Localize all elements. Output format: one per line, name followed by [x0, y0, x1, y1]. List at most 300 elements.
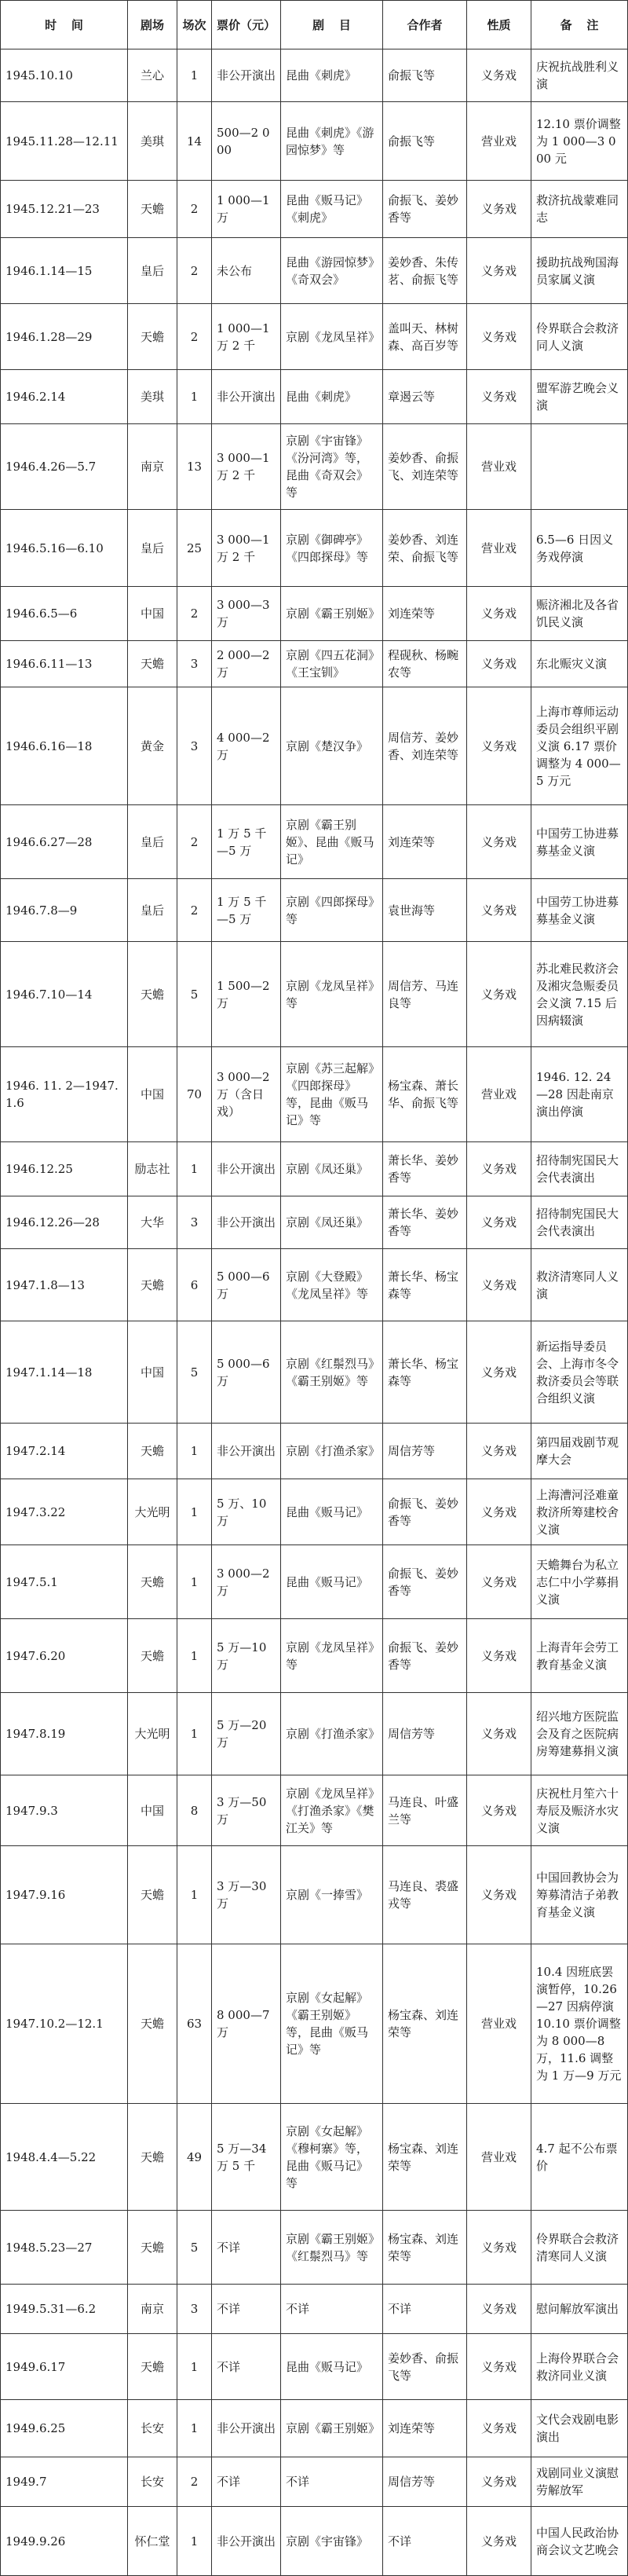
- partners-text: 周信芳等: [388, 2475, 436, 2489]
- shows-text: 49: [186, 2149, 203, 2164]
- program-text: 京剧《霸王别姬》: [286, 606, 381, 621]
- cell-type: [467, 1545, 531, 1619]
- time-text: 1946.1.14—15: [5, 263, 93, 278]
- time-text: 1947.3.22: [5, 1504, 66, 1519]
- shows-text: 3: [190, 657, 199, 671]
- partners-text: 程砚秋、杨畹农等: [388, 648, 459, 680]
- table-row: [1, 879, 628, 942]
- type-text: 义务戏: [480, 1444, 517, 1458]
- cell-shows: [177, 1047, 212, 1142]
- program-text: 昆曲《游园惊梦》《奇双会》: [286, 255, 374, 287]
- notes-text: 救济清寒同人义演: [536, 1269, 619, 1301]
- partners-text: 俞振飞、姜妙香等: [388, 1496, 459, 1528]
- cell-price: [212, 1693, 281, 1775]
- cell-venue: [128, 238, 177, 304]
- table-header-row: [1, 1, 628, 49]
- cell-shows: [177, 1321, 212, 1424]
- cell-program: [281, 1249, 383, 1321]
- shows-text: 3: [190, 738, 199, 753]
- partners-text: 杨宝森、刘连荣等: [388, 2008, 459, 2039]
- program-text: 京剧《女起解》《穆柯寨》等，昆曲《贩马记》等: [286, 2123, 369, 2190]
- time-text: 1946.7.10—14: [5, 987, 93, 1002]
- venue-text: 天蟾: [140, 2359, 164, 2374]
- cell-type: [467, 370, 531, 424]
- cell-price: [212, 2400, 281, 2457]
- shows-text: 1: [190, 2359, 199, 2374]
- notes-text: 上海漕河泾难童救济所筹建校舍义演: [536, 1487, 619, 1537]
- cell-partners: [383, 879, 467, 942]
- cell-type: [467, 2400, 531, 2457]
- cell-program: [281, 942, 383, 1047]
- cell-price: [212, 1944, 281, 2104]
- cell-type: [467, 587, 531, 641]
- cell-time: [1, 2334, 128, 2400]
- price-text: 5 万—20 万: [217, 1718, 267, 1750]
- cell-type: [467, 805, 531, 879]
- cell-price: [212, 1775, 281, 1846]
- cell-type: [467, 942, 531, 1047]
- cell-time: [1, 1424, 128, 1479]
- cell-time: [1, 1196, 128, 1249]
- cell-shows: [177, 687, 212, 805]
- cell-venue: [128, 510, 177, 587]
- cell-time: [1, 1846, 128, 1944]
- venue-text: 美琪: [140, 134, 164, 148]
- cell-time: [1, 2400, 128, 2457]
- time-text: 1947.9.3: [5, 1803, 58, 1818]
- partners-text: 俞振飞等: [388, 68, 436, 82]
- time-text: 1946.5.16—6.10: [5, 540, 104, 555]
- cell-notes: [531, 304, 628, 370]
- cell-program: [281, 2285, 383, 2334]
- cell-shows: [177, 1944, 212, 2104]
- cell-partners: [383, 1944, 467, 2104]
- cell-venue: [128, 1775, 177, 1846]
- program-text: 京剧《打渔杀家》: [286, 1444, 381, 1458]
- partners-text: 杨宝森、萧长华、俞振飞等: [388, 1079, 459, 1110]
- cell-partners: [383, 304, 467, 370]
- notes-text: 绍兴地方医院监会及育之医院病房筹建募捐义演: [536, 1709, 619, 1758]
- cell-price: [212, 587, 281, 641]
- price-text: 不详: [217, 2302, 241, 2316]
- venue-text: 中国: [140, 1365, 164, 1380]
- cell-type: [467, 2507, 531, 2576]
- price-text: 3 000—2 万（含日戏）: [217, 1070, 270, 1119]
- partners-text: 萧长华、姜妙香等: [388, 1207, 459, 1238]
- type-text: 义务戏: [480, 202, 517, 216]
- cell-notes: [531, 181, 628, 238]
- shows-text: 25: [186, 540, 203, 555]
- cell-venue: [128, 2104, 177, 2211]
- cell-time: [1, 1142, 128, 1196]
- table-row: [1, 805, 628, 879]
- header-shows: 场次: [177, 1, 212, 49]
- time-text: 1948.4.4—5.22: [5, 2149, 97, 2164]
- venue-text: 天蟾: [140, 657, 164, 671]
- cell-time: [1, 1693, 128, 1775]
- cell-notes: [531, 49, 628, 102]
- cell-partners: [383, 687, 467, 805]
- cell-partners: [383, 1047, 467, 1142]
- time-text: 1949.6.25: [5, 2421, 66, 2435]
- cell-shows: [177, 2334, 212, 2400]
- price-text: 500—2 000: [217, 125, 270, 157]
- cell-shows: [177, 1196, 212, 1249]
- price-text: 1 500—2 万: [217, 978, 270, 1010]
- cell-notes: [531, 879, 628, 942]
- partners-text: 刘连荣等: [388, 834, 436, 849]
- cell-shows: [177, 370, 212, 424]
- cell-type: [467, 1775, 531, 1846]
- cell-program: [281, 1196, 383, 1249]
- cell-partners: [383, 942, 467, 1047]
- price-text: 非公开演出: [217, 2421, 276, 2435]
- cell-partners: [383, 805, 467, 879]
- price-text: 1 万 5 千—5 万: [217, 826, 267, 858]
- cell-program: [281, 49, 383, 102]
- cell-venue: [128, 1321, 177, 1424]
- program-text: 京剧《霸王别姬》: [286, 2421, 381, 2435]
- notes-text: 苏北难民救济会及湘灾急赈委员会义演 7.15 后因病辍演: [536, 961, 619, 1028]
- partners-text: 俞振飞等: [388, 134, 436, 148]
- cell-type: [467, 1047, 531, 1142]
- cell-shows: [177, 102, 212, 181]
- header-price: 票价（元）: [212, 1, 281, 49]
- type-text: 义务戏: [480, 1574, 517, 1589]
- cell-venue: [128, 1142, 177, 1196]
- notes-text: 援助抗战殉国海员家属义演: [536, 255, 619, 287]
- table-row: [1, 687, 628, 805]
- venue-text: 皇后: [140, 540, 164, 555]
- venue-text: 天蟾: [140, 2240, 164, 2255]
- price-text: 5 000—6 万: [217, 1269, 270, 1301]
- partners-text: 姜妙香、俞振飞、刘连荣等: [388, 451, 459, 482]
- shows-text: 2: [190, 202, 199, 216]
- header-notes: 备 注: [531, 1, 628, 49]
- venue-text: 天蟾: [140, 1888, 164, 1902]
- type-text: 义务戏: [480, 2240, 517, 2255]
- shows-text: 63: [186, 2017, 203, 2031]
- time-text: 1945.10.10: [5, 68, 73, 82]
- cell-shows: [177, 1249, 212, 1321]
- type-text: 义务戏: [480, 657, 517, 671]
- partners-text: 周信芳、姜妙香、刘连荣等: [388, 730, 459, 762]
- partners-text: 萧长华、杨宝森等: [388, 1269, 459, 1301]
- cell-venue: [128, 1693, 177, 1775]
- cell-type: [467, 510, 531, 587]
- program-text: 京剧《霸王别姬》《红鬃烈马》等: [286, 2231, 374, 2263]
- cell-program: [281, 805, 383, 879]
- time-text: 1946.1.28—29: [5, 329, 93, 344]
- cell-notes: [531, 238, 628, 304]
- table-row: [1, 1619, 628, 1693]
- cell-venue: [128, 424, 177, 510]
- program-text: 京剧《龙凤呈祥》: [286, 329, 381, 344]
- venue-text: 天蟾: [140, 1648, 164, 1663]
- cell-venue: [128, 370, 177, 424]
- table-row: [1, 942, 628, 1047]
- type-text: 义务戏: [480, 834, 517, 849]
- cell-shows: [177, 641, 212, 687]
- notes-text: 伶界联合会救济同人义演: [536, 321, 619, 353]
- notes-text: 招待制宪国民大会代表演出: [536, 1153, 619, 1185]
- cell-program: [281, 641, 383, 687]
- shows-text: 2: [190, 834, 199, 849]
- cell-notes: [531, 102, 628, 181]
- time-text: 1946.2.14: [5, 390, 66, 404]
- cell-program: [281, 1321, 383, 1424]
- price-text: 非公开演出: [217, 68, 276, 82]
- cell-price: [212, 2211, 281, 2285]
- program-text: 昆曲《刺虎》: [286, 68, 357, 82]
- table-row: [1, 304, 628, 370]
- cell-price: [212, 1047, 281, 1142]
- table-row: [1, 2507, 628, 2576]
- table-row: [1, 102, 628, 181]
- cell-partners: [383, 1619, 467, 1693]
- cell-price: [212, 687, 281, 805]
- cell-partners: [383, 2507, 467, 2576]
- partners-text: 马连良、裘盛戎等: [388, 1879, 459, 1911]
- time-text: 1945.11.28—12.11: [5, 134, 119, 148]
- cell-partners: [383, 2457, 467, 2507]
- type-text: 义务戏: [480, 68, 517, 82]
- notes-text: 中国人民政治协商会议文艺晚会: [536, 2525, 619, 2557]
- type-text: 义务戏: [480, 2534, 517, 2549]
- cell-program: [281, 879, 383, 942]
- cell-shows: [177, 2457, 212, 2507]
- shows-text: 5: [190, 987, 199, 1002]
- partners-text: 杨宝森、刘连荣等: [388, 2141, 459, 2173]
- cell-notes: [531, 1775, 628, 1846]
- table-row: [1, 1321, 628, 1424]
- cell-notes: [531, 2104, 628, 2211]
- cell-notes: [531, 2507, 628, 2576]
- shows-text: 5: [190, 1365, 199, 1380]
- cell-partners: [383, 641, 467, 687]
- program-text: 京剧《霸王别姬》、昆曲《贩马记》: [286, 817, 374, 867]
- shows-text: 5: [190, 2240, 199, 2255]
- program-text: 京剧《大登殿》《龙凤呈祥》等: [286, 1269, 369, 1301]
- cell-partners: [383, 238, 467, 304]
- cell-notes: [531, 1196, 628, 1249]
- cell-time: [1, 49, 128, 102]
- table-row: [1, 238, 628, 304]
- cell-program: [281, 510, 383, 587]
- notes-text: 中国劳工协进募募基金义演: [536, 826, 619, 858]
- time-text: 1946.12.26—28: [5, 1215, 100, 1229]
- shows-text: 1: [190, 1727, 199, 1741]
- cell-venue: [128, 1424, 177, 1479]
- table-row: [1, 370, 628, 424]
- cell-price: [212, 304, 281, 370]
- price-text: 非公开演出: [217, 390, 276, 404]
- partners-text: 姜妙香、刘连荣、俞振飞等: [388, 532, 459, 564]
- type-text: 营业戏: [480, 2017, 517, 2031]
- cell-venue: [128, 102, 177, 181]
- type-text: 义务戏: [480, 1365, 517, 1380]
- cell-partners: [383, 1775, 467, 1846]
- partners-text: 马连良、叶盛兰等: [388, 1794, 459, 1827]
- price-text: 3 万—50 万: [217, 1794, 267, 1827]
- table-row: [1, 424, 628, 510]
- cell-price: [212, 238, 281, 304]
- price-text: 非公开演出: [217, 2534, 276, 2549]
- cell-shows: [177, 1775, 212, 1846]
- cell-price: [212, 805, 281, 879]
- cell-price: [212, 641, 281, 687]
- cell-price: [212, 49, 281, 102]
- cell-shows: [177, 1142, 212, 1196]
- program-text: 京剧《凤还巢》: [286, 1215, 369, 1229]
- partners-text: 俞振飞、姜妙香等: [388, 1640, 459, 1672]
- table-row: [1, 2334, 628, 2400]
- cell-price: [212, 1321, 281, 1424]
- cell-shows: [177, 805, 212, 879]
- cell-price: [212, 1479, 281, 1545]
- notes-text: 赈济湘北及各省饥民义演: [536, 598, 619, 629]
- venue-text: 美琪: [140, 390, 164, 404]
- time-text: 1948.5.23—27: [5, 2240, 93, 2255]
- type-text: 义务戏: [480, 1277, 517, 1292]
- cell-notes: [531, 942, 628, 1047]
- notes-text: 4.7 起不公布票价: [536, 2141, 618, 2173]
- cell-venue: [128, 304, 177, 370]
- cell-type: [467, 879, 531, 942]
- partners-text: 刘连荣等: [388, 2421, 436, 2435]
- shows-text: 1: [190, 1504, 199, 1519]
- type-text: 义务戏: [480, 2359, 517, 2374]
- price-text: 8 000—7 万: [217, 2008, 270, 2039]
- cell-partners: [383, 1321, 467, 1424]
- cell-time: [1, 1479, 128, 1545]
- cell-shows: [177, 2507, 212, 2576]
- cell-time: [1, 2507, 128, 2576]
- type-text: 义务戏: [480, 1162, 517, 1176]
- cell-venue: [128, 641, 177, 687]
- cell-price: [212, 1619, 281, 1693]
- venue-text: 怀仁堂: [134, 2534, 170, 2549]
- venue-text: 励志社: [134, 1162, 170, 1176]
- price-text: 3 000—3 万: [217, 598, 270, 629]
- type-text: 义务戏: [480, 263, 517, 278]
- type-text: 义务戏: [480, 1803, 517, 1818]
- program-text: 京剧《四五花洞》《王宝钏》: [286, 648, 374, 680]
- notes-text: 救济抗战蒙难同志: [536, 193, 619, 225]
- time-text: 1946.6.27—28: [5, 834, 93, 849]
- cell-venue: [128, 1944, 177, 2104]
- cell-venue: [128, 49, 177, 102]
- cell-notes: [531, 1249, 628, 1321]
- cell-partners: [383, 2400, 467, 2457]
- cell-venue: [128, 2400, 177, 2457]
- program-text: 京剧《苏三起解》《四郎探母》等，昆曲《贩马记》等: [286, 1061, 374, 1127]
- cell-time: [1, 2104, 128, 2211]
- partners-text: 章遏云等: [388, 390, 436, 404]
- cell-program: [281, 1047, 383, 1142]
- header-venue: 剧场: [128, 1, 177, 49]
- cell-program: [281, 181, 383, 238]
- type-text: 义务戏: [480, 329, 517, 344]
- cell-program: [281, 687, 383, 805]
- cell-price: [212, 1142, 281, 1196]
- table-row: [1, 1424, 628, 1479]
- cell-partners: [383, 2211, 467, 2285]
- notes-text: 新运指导委员会、上海市冬令救济委员会等联合组织义演: [536, 1339, 619, 1405]
- cell-program: [281, 1693, 383, 1775]
- cell-program: [281, 1944, 383, 2104]
- shows-text: 1: [190, 1444, 199, 1458]
- cell-notes: [531, 1047, 628, 1142]
- notes-text: 上海伶界联合会救济同业义演: [536, 2351, 619, 2383]
- partners-text: 杨宝森、刘连荣等: [388, 2231, 459, 2263]
- type-text: 义务戏: [480, 987, 517, 1002]
- cell-venue: [128, 1545, 177, 1619]
- cell-shows: [177, 1545, 212, 1619]
- time-text: 1947.5.1: [5, 1574, 58, 1589]
- cell-time: [1, 102, 128, 181]
- time-text: 1947.8.19: [5, 1727, 66, 1741]
- cell-venue: [128, 181, 177, 238]
- shows-text: 14: [186, 134, 203, 148]
- cell-price: [212, 2457, 281, 2507]
- shows-text: 13: [186, 460, 203, 474]
- table-row: [1, 1944, 628, 2104]
- program-text: 京剧《龙凤呈祥》等: [286, 978, 374, 1010]
- type-text: 义务戏: [480, 2475, 517, 2489]
- cell-program: [281, 238, 383, 304]
- type-text: 营业戏: [480, 460, 517, 474]
- cell-partners: [383, 587, 467, 641]
- type-text: 义务戏: [480, 2302, 517, 2316]
- cell-time: [1, 879, 128, 942]
- program-text: 昆曲《贩马记》: [286, 1504, 369, 1519]
- price-text: 非公开演出: [217, 1162, 276, 1176]
- cell-notes: [531, 641, 628, 687]
- price-text: 未公布: [217, 263, 253, 278]
- cell-program: [281, 1479, 383, 1545]
- table-row: [1, 1249, 628, 1321]
- venue-text: 皇后: [140, 834, 164, 849]
- program-text: 京剧《御碑亭》《四郎探母》等: [286, 532, 369, 564]
- cell-venue: [128, 1249, 177, 1321]
- shows-text: 1: [190, 68, 199, 82]
- cell-shows: [177, 2285, 212, 2334]
- cell-type: [467, 102, 531, 181]
- notes-text: 盟军游艺晚会义演: [536, 381, 619, 412]
- cell-partners: [383, 1846, 467, 1944]
- time-text: 1946.6.16—18: [5, 738, 93, 753]
- partners-text: 不详: [388, 2534, 412, 2549]
- cell-shows: [177, 1619, 212, 1693]
- cell-program: [281, 2211, 383, 2285]
- table-row: [1, 2104, 628, 2211]
- cell-price: [212, 1424, 281, 1479]
- notes-text: 慰问解放军演出: [536, 2302, 619, 2316]
- cell-venue: [128, 1196, 177, 1249]
- cell-price: [212, 1545, 281, 1619]
- time-text: 1947.2.14: [5, 1444, 66, 1458]
- time-text: 1949.9.26: [5, 2534, 66, 2549]
- cell-venue: [128, 879, 177, 942]
- partners-text: 盖叫天、林树森、高百岁等: [388, 321, 459, 353]
- cell-program: [281, 2457, 383, 2507]
- cell-price: [212, 1196, 281, 1249]
- type-text: 义务戏: [480, 738, 517, 753]
- cell-price: [212, 102, 281, 181]
- cell-program: [281, 370, 383, 424]
- table-row: [1, 1479, 628, 1545]
